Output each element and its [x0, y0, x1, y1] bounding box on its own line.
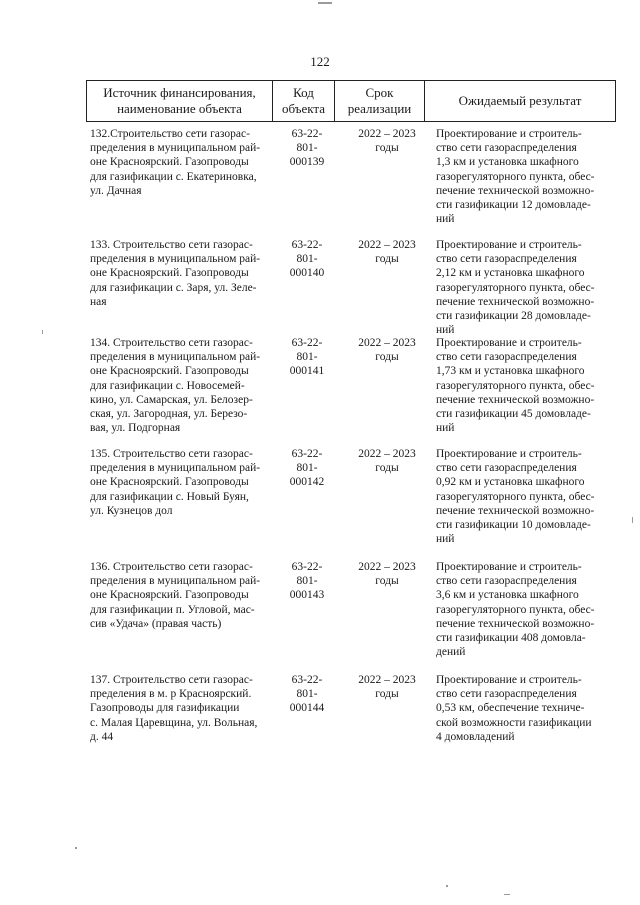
code-cell — [278, 336, 336, 379]
cell-line: газорегуляторного пункта, обес- — [436, 490, 595, 503]
cell-line: годы — [375, 253, 399, 266]
cell-line: газорегуляторного пункта, обес- — [436, 281, 595, 294]
cell-line: ство сети газораспределения — [436, 575, 577, 588]
cell-line: 135. Строительство сети газорас- — [90, 448, 253, 460]
cell-line: Проектирование и строитель- — [436, 674, 582, 686]
period-cell — [342, 336, 432, 364]
code-cell — [278, 238, 336, 281]
cell-line: для газификации с. Екатериновка, — [90, 170, 257, 183]
period-cell — [342, 560, 432, 588]
cell-line: 000143 — [289, 589, 325, 602]
page-number: 122 — [310, 54, 330, 69]
cell-line: печение технической возможно- — [436, 617, 595, 630]
cell-line: 801- — [296, 462, 318, 475]
scan-speck — [632, 517, 633, 523]
source-cell — [90, 336, 268, 435]
header-line: реализации — [347, 101, 412, 116]
code-cell — [278, 560, 336, 603]
cell-line: печение технической возможно- — [436, 393, 595, 406]
cell-line: ская, ул. Загородная, ул. Березо- — [90, 408, 248, 421]
cell-line: 2022 – 2023 — [358, 561, 416, 573]
cell-line: пределения в муниципальном рай- — [90, 142, 261, 155]
scan-speck — [446, 885, 448, 887]
code-cell — [278, 127, 336, 170]
cell-line: Газопроводы для газификации — [90, 702, 240, 715]
cell-line: сти газификации 408 домовла- — [436, 632, 586, 645]
cell-line: 63-22- — [291, 448, 323, 460]
header-line: наименование объекта — [117, 101, 242, 116]
cell-line: пределения в муниципальном рай- — [90, 351, 261, 364]
result-cell — [436, 560, 610, 659]
cell-line: 801- — [296, 688, 318, 701]
period-cell — [342, 447, 432, 475]
cell-line: 1,73 км и установка шкафного — [436, 365, 585, 378]
cell-line: ство сети газораспределения — [436, 142, 577, 155]
cell-line: 000141 — [289, 365, 325, 378]
cell-line: 3,6 км и установка шкафного — [436, 589, 579, 602]
scan-speck — [75, 847, 77, 849]
scan-speck — [318, 2, 332, 4]
header-period-text — [348, 85, 412, 117]
cell-line: 000142 — [289, 476, 325, 489]
header-source-text — [103, 85, 256, 117]
cell-line: ний — [436, 533, 455, 546]
cell-line: дений — [436, 646, 466, 659]
source-cell — [90, 673, 268, 744]
cell-line: ство сети газораспределения — [436, 462, 577, 475]
cell-line: 2,12 км и установка шкафного — [436, 267, 585, 280]
cell-line: 801- — [296, 253, 318, 266]
cell-line: годы — [375, 688, 399, 701]
cell-line: пределения в муниципальном рай- — [90, 575, 261, 588]
cell-line: ство сети газораспределения — [436, 688, 577, 701]
cell-line: годы — [375, 462, 399, 475]
cell-line: 1,3 км и установка шкафного — [436, 156, 579, 169]
cell-line: 2022 – 2023 — [358, 337, 416, 349]
result-cell — [436, 238, 610, 337]
cell-line: ул. Кузнецов дол — [90, 504, 173, 517]
cell-line: 132.Строительство сети газорас- — [90, 128, 250, 140]
cell-line: 63-22- — [291, 674, 323, 686]
cell-line: 000139 — [289, 156, 325, 169]
cell-line: 000144 — [289, 702, 325, 715]
cell-line: годы — [375, 575, 399, 588]
cell-line: 137. Строительство сети газорас- — [90, 674, 253, 686]
header-code — [272, 81, 334, 121]
cell-line: ство сети газораспределения — [436, 351, 577, 364]
cell-line: печение технической возможно- — [436, 295, 595, 308]
source-cell — [90, 447, 268, 518]
source-cell — [90, 127, 268, 198]
scan-speck — [504, 894, 510, 895]
period-cell — [342, 673, 432, 701]
cell-line: с. Малая Царевщина, ул. Вольная, — [90, 716, 258, 729]
cell-line: кино, ул. Самарская, ул. Белозер- — [90, 393, 253, 406]
cell-line: 63-22- — [291, 561, 323, 573]
cell-line: печение технической возможно- — [436, 504, 595, 517]
header-source — [87, 81, 272, 121]
cell-line: годы — [375, 142, 399, 155]
cell-line: ской возможности газификации — [436, 716, 592, 729]
cell-line: 136. Строительство сети газорас- — [90, 561, 253, 573]
cell-line: 2022 – 2023 — [358, 448, 416, 460]
cell-line: для газификации п. Угловой, мас- — [90, 603, 255, 616]
header-line: объекта — [281, 101, 326, 116]
result-cell — [436, 673, 610, 744]
cell-line: Проектирование и строитель- — [436, 561, 582, 573]
cell-line: ство сети газораспределения — [436, 253, 577, 266]
cell-line: Проектирование и строитель- — [436, 448, 582, 460]
header-line: Источник финансирования, — [103, 85, 256, 100]
cell-line: ний — [436, 324, 455, 337]
cell-line: Проектирование и строитель- — [436, 337, 582, 349]
cell-line: для газификации с. Новосемей- — [90, 379, 245, 392]
cell-line: ная — [90, 295, 107, 308]
cell-line: для газификации с. Заря, ул. Зеле- — [90, 281, 257, 294]
cell-line: 63-22- — [291, 239, 323, 251]
cell-line: 63-22- — [291, 337, 323, 349]
cell-line: 134. Строительство сети газорас- — [90, 337, 253, 349]
cell-line: Проектирование и строитель- — [436, 128, 582, 140]
cell-line: пределения в муниципальном рай- — [90, 253, 261, 266]
cell-line: 133. Строительство сети газорас- — [90, 239, 253, 251]
cell-line: оне Красноярский. Газопроводы — [90, 365, 249, 378]
cell-line: для газификации с. Новый Буян, — [90, 490, 249, 503]
header-line: Код — [293, 85, 314, 100]
cell-line: оне Красноярский. Газопроводы — [90, 589, 249, 602]
period-cell — [342, 127, 432, 155]
cell-line: оне Красноярский. Газопроводы — [90, 267, 249, 280]
header-result — [424, 81, 615, 121]
code-cell — [278, 673, 336, 716]
header-code-text — [282, 85, 325, 117]
header-period — [334, 81, 424, 121]
cell-line: пределения в м. р Красноярский. — [90, 688, 252, 701]
period-cell — [342, 238, 432, 266]
cell-line: 801- — [296, 575, 318, 588]
cell-line: 0,92 км и установка шкафного — [436, 476, 585, 489]
cell-line: 2022 – 2023 — [358, 674, 416, 686]
cell-line: ний — [436, 213, 455, 226]
cell-line: 801- — [296, 142, 318, 155]
cell-line: 2022 – 2023 — [358, 128, 416, 140]
cell-line: 000140 — [289, 267, 325, 280]
code-cell — [278, 447, 336, 490]
scan-speck — [42, 330, 43, 334]
cell-line: Проектирование и строитель- — [436, 239, 582, 251]
cell-line: печение технической возможно- — [436, 184, 595, 197]
header-line: Ожидаемый результат — [458, 93, 582, 108]
cell-line: газорегуляторного пункта, обес- — [436, 603, 595, 616]
cell-line: сти газификации 12 домовладе- — [436, 199, 591, 212]
table-header — [86, 80, 616, 122]
result-cell — [436, 336, 610, 435]
cell-line: сти газификации 10 домовладе- — [436, 519, 591, 532]
source-cell — [90, 560, 268, 631]
cell-line: оне Красноярский. Газопроводы — [90, 476, 249, 489]
cell-line: 0,53 км, обеспечение техниче- — [436, 702, 585, 715]
cell-line: 4 домовладений — [436, 730, 515, 743]
cell-line: годы — [375, 351, 399, 364]
cell-line: 801- — [296, 351, 318, 364]
cell-line: оне Красноярский. Газопроводы — [90, 156, 249, 169]
header-line: Срок — [365, 85, 394, 100]
result-cell — [436, 127, 610, 226]
header-result-text — [459, 93, 582, 109]
cell-line: 2022 – 2023 — [358, 239, 416, 251]
cell-line: вая, ул. Подгорная — [90, 422, 181, 435]
cell-line: ний — [436, 422, 455, 435]
cell-line: сти газификации 28 домовладе- — [436, 310, 591, 323]
cell-line: д. 44 — [90, 730, 114, 743]
cell-line: сти газификации 45 домовладе- — [436, 408, 591, 421]
cell-line: газорегуляторного пункта, обес- — [436, 170, 595, 183]
cell-line: ул. Дачная — [90, 184, 142, 197]
source-cell — [90, 238, 268, 309]
cell-line: 63-22- — [291, 128, 323, 140]
cell-line: газорегуляторного пункта, обес- — [436, 379, 595, 392]
cell-line: пределения в муниципальном рай- — [90, 462, 261, 475]
result-cell — [436, 447, 610, 546]
cell-line: сив «Удача» (правая часть) — [90, 617, 222, 630]
